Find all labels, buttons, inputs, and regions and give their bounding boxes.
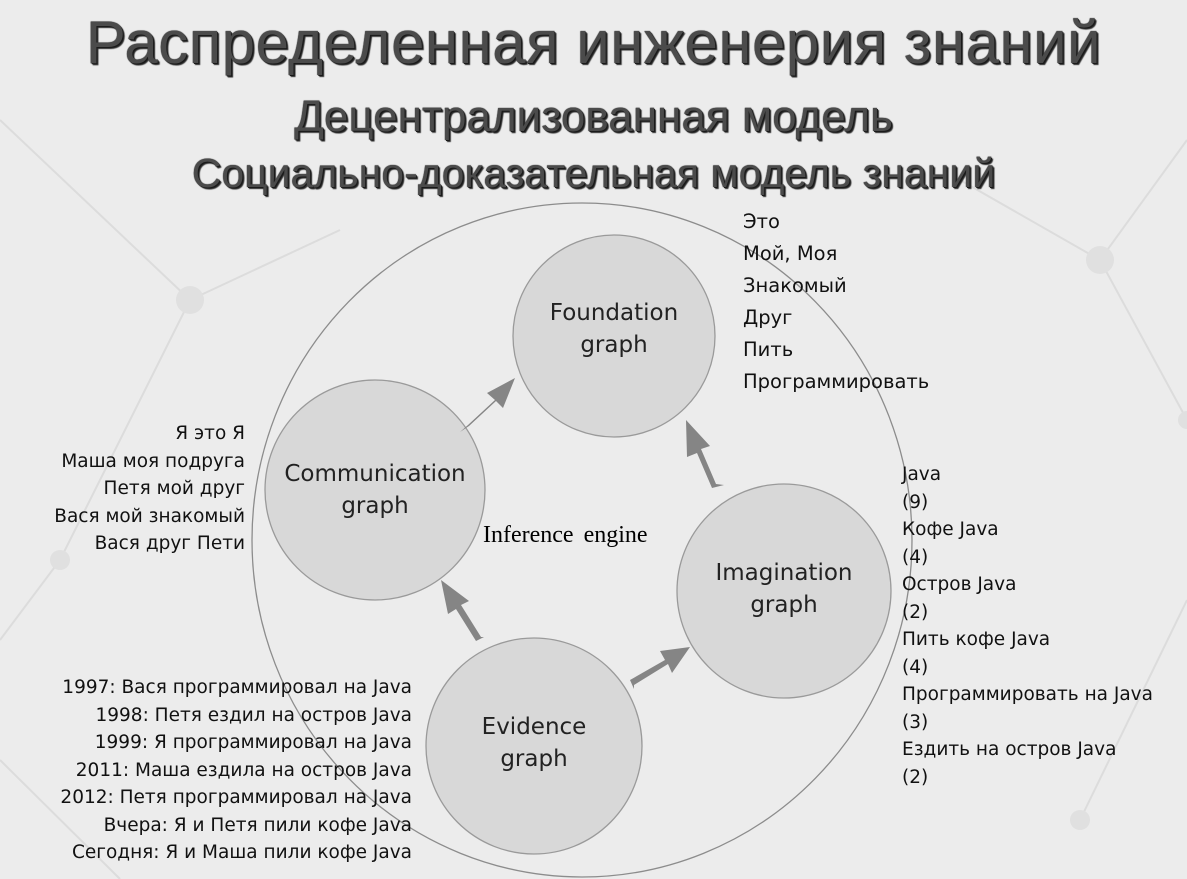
- evidence-event: 1999: Я программировал на Java: [94, 732, 412, 753]
- evidence-event: Вчера: Я и Петя пили кофе Java: [103, 814, 412, 836]
- imagination-count: (4): [902, 546, 929, 568]
- imagination-count: (3): [902, 711, 929, 733]
- inference-engine-label: Inference engine: [483, 522, 648, 548]
- communication-label-line2: graph: [341, 493, 409, 519]
- foundation-term: Мой, Моя: [743, 242, 838, 265]
- foundation-term: Программировать: [743, 370, 930, 393]
- arrow-evidence-to-communication: [441, 580, 484, 641]
- imagination-term: Java: [902, 464, 942, 485]
- imagination-term: Программировать на Java: [902, 684, 1153, 705]
- imagination-term: Остров Java: [902, 574, 1017, 595]
- imagination-count: (2): [902, 601, 929, 623]
- communication-label-line1: Communication: [284, 461, 466, 487]
- evidence-event: 1998: Петя ездил на остров Java: [95, 704, 412, 726]
- imagination-count: (9): [902, 491, 929, 513]
- foundation-label-line1: Foundation: [549, 300, 679, 326]
- subtitle-social-evidence: Социально-доказательная модель знаний: [191, 150, 996, 196]
- evidence-events-list: [0, 674, 412, 867]
- communication-statement: Вася друг Пети: [94, 533, 245, 554]
- subtitle-decentralized: Децентрализованная модель: [294, 92, 893, 141]
- imagination-terms-list: [902, 461, 1153, 791]
- arrow-imagination-to-foundation: [686, 420, 724, 488]
- foundation-label: [514, 297, 714, 361]
- imagination-label-line1: Imagination: [715, 560, 853, 586]
- foundation-label-line2: graph: [580, 332, 648, 358]
- imagination-term: Кофе Java: [902, 519, 999, 540]
- foundation-term: Это: [743, 210, 780, 233]
- evidence-event: 2012: Петя программировал на Java: [60, 787, 412, 808]
- evidence-label: [426, 711, 642, 775]
- communication-statements-list: [10, 420, 245, 558]
- communication-statement: Маша моя подруга: [61, 450, 245, 472]
- foundation-term: Друг: [743, 306, 793, 329]
- communication-statement: Вася мой знакомый: [54, 505, 245, 527]
- imagination-term: Ездить на остров Java: [902, 739, 1117, 760]
- arrow-communication-to-foundation: [460, 378, 515, 432]
- imagination-label: [677, 557, 891, 621]
- evidence-event: 1997: Вася программировал на Java: [62, 677, 412, 698]
- communication-statement: Петя мой друг: [103, 478, 245, 499]
- imagination-count: (4): [902, 656, 929, 678]
- main-title: Распределенная инженерия знаний: [85, 9, 1102, 76]
- arrow-evidence-to-imagination: [630, 647, 690, 689]
- communication-label: [265, 458, 485, 522]
- evidence-event: 2011: Маша ездила на остров Java: [75, 759, 412, 781]
- imagination-label-line2: graph: [750, 592, 818, 618]
- evidence-label-line2: graph: [500, 746, 568, 772]
- imagination-term: Пить кофе Java: [902, 629, 1051, 650]
- communication-statement: Я это Я: [175, 423, 245, 444]
- evidence-event: Сегодня: Я и Маша пили кофе Java: [71, 842, 412, 863]
- foundation-term: Знакомый: [743, 274, 847, 297]
- foundation-terms-list: [743, 206, 929, 398]
- imagination-count: (2): [902, 766, 929, 788]
- foundation-term: Пить: [743, 338, 794, 361]
- evidence-label-line1: Evidence: [481, 714, 587, 740]
